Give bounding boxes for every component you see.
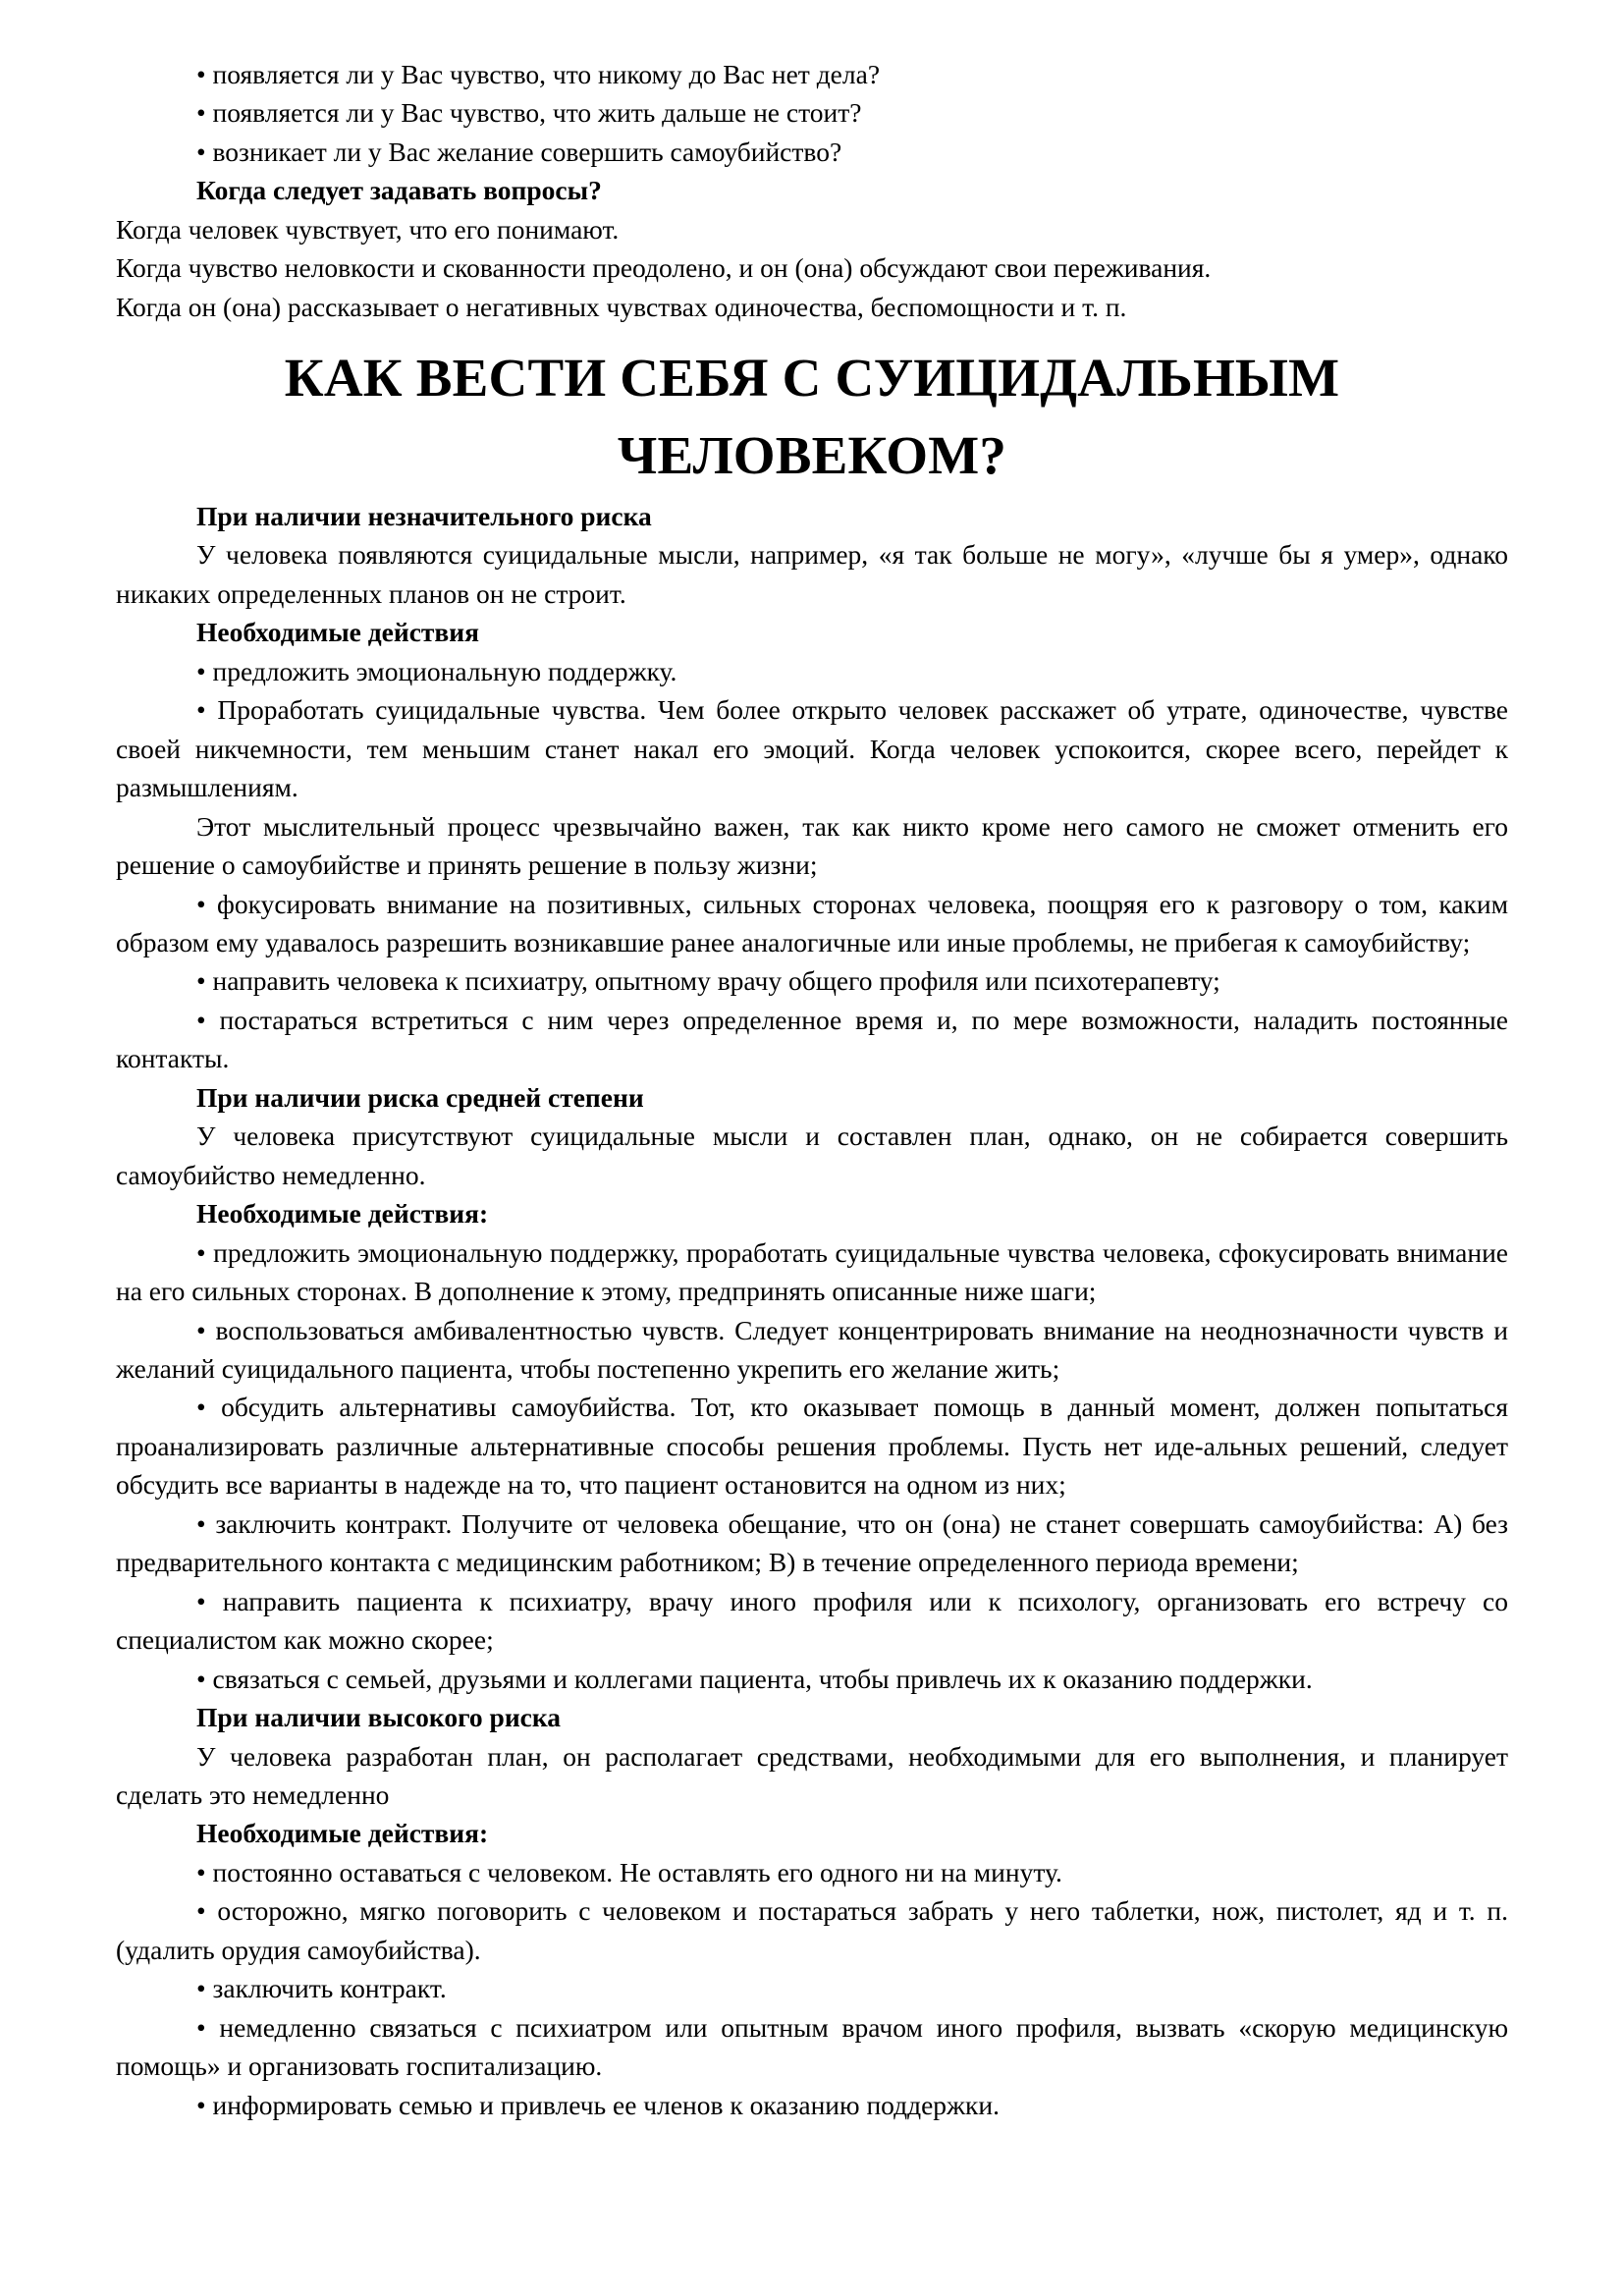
document-body <box>116 55 1508 2124</box>
list-item: • направить пациента к психиатру, врачу иного профиля или к психологу, организовать его встречу со специалистом как можно скорее; <box>116 1585 1508 1656</box>
subheading-high-risk: При наличии высокого риска <box>196 1702 562 1733</box>
subheading-when-to-ask: Когда следует задавать вопросы? <box>196 175 602 206</box>
list-item: • постараться встретиться с ним через определенное время и, по мере возможности, наладить постоянные контакты. <box>116 1004 1508 1074</box>
subheading-medium-risk: При наличии риска средней степени <box>196 1081 644 1113</box>
list-item: • заключить контракт. <box>196 1973 447 2004</box>
list-item: • заключить контракт. Получите от человека обещание, что он (она) не станет совершать самоубийства: А) без предварительного контакта с медицинским работником; В) в течение определенного периода времени; <box>116 1507 1508 1578</box>
list-item: • возникает ли у Вас желание совершить самоубийство? <box>196 136 842 167</box>
body-line: Когда человек чувствует, что его понимают. <box>116 213 620 245</box>
list-item: • появляется ли у Вас чувство, что никому до Вас нет дела? <box>196 59 881 89</box>
list-item: • связаться с семьей, друзьями и коллегами пациента, чтобы привлечь их к оказанию поддержки. <box>196 1663 1313 1694</box>
list-item: • постоянно оставаться с человеком. Не оставлять его одного ни на минуту. <box>196 1856 1062 1887</box>
list-item: • направить человека к психиатру, опытному врачу общего профиля или психотерапевту; <box>196 965 1220 997</box>
subheading-required-actions: Необходимые действия: <box>196 1818 489 1849</box>
body-line: Когда чувство неловкости и скованности преодолено, и он (она) обсуждают свои переживания. <box>116 252 1212 284</box>
list-item: • воспользоваться амбивалентностью чувств. Следует концентрировать внимание на неоднозначности чувств и желаний суицидального пациента, чтобы постепенно укрепить его желание жить; <box>116 1314 1508 1384</box>
body-line: Когда он (она) рассказывает о негативных чувствах одиночества, беспомощности и т. п. <box>116 291 1127 322</box>
list-item: • Проработать суицидальные чувства. Чем более открыто человек расскажет об утрате, одиночестве, чувстве своей никчемности, тем меньшим станет накал его эмоций. Когда человек успокоится, скорее всего, перейдет к размышлениям. <box>116 694 1508 803</box>
body-paragraph: Этот мыслительный процесс чрезвычайно важен, так как никто кроме него самого не сможет отменить его решение о самоубийстве и принять решение в пользу жизни; <box>116 810 1508 881</box>
list-item: • предложить эмоциональную поддержку. <box>196 655 677 686</box>
body-paragraph: У человека присутствуют суицидальные мысли и составлен план, однако, он не собирается совершить самоубийство немедленно. <box>116 1121 1508 1190</box>
subheading-required-actions: Необходимые действия <box>196 617 479 648</box>
body-paragraph: У человека разработан план, он располагает средствами, необходимыми для его выполнения, и планирует сделать это немедленно <box>116 1740 1508 1810</box>
body-paragraph: У человека появляются суицидальные мысли, например, «я так больше не могу», «лучше бы я умер», однако никаких определенных планов он не строит. <box>116 539 1508 609</box>
section-title: КАК ВЕСТИ СЕБЯ С СУИЦИДАЛЬНЫМ ЧЕЛОВЕКОМ? <box>284 348 1340 486</box>
list-item: • фокусировать внимание на позитивных, сильных сторонах человека, поощряя его к разговору о том, каким образом ему удавалось разрешить возникавшие ранее аналогичные или иные проблемы, не прибегая к самоубийству; <box>116 888 1508 957</box>
list-item: • осторожно, мягко поговорить с человеком и постараться забрать у него таблетки, нож, пистолет, яд и т. п. (удалить орудия самоубийства). <box>116 1895 1508 1965</box>
list-item: • предложить эмоциональную поддержку, проработать суицидальные чувства человека, сфокусировать внимание на его сильных сторонах. В дополнение к этому, предпринять описанные ниже шаги; <box>116 1236 1508 1307</box>
list-item: • обсудить альтернативы самоубийства. Тот, кто оказывает помощь в данный момент, должен попытаться проанализировать различные альтернативные способы решения проблемы. Пусть нет иде-альных решений, следует обсудить все варианты в надежде на то, что пациент остановится на одном из них; <box>116 1392 1508 1501</box>
list-item: • появляется ли у Вас чувство, что жить дальше не стоит? <box>196 97 862 129</box>
list-item: • информировать семью и привлечь ее членов к оказанию поддержки. <box>196 2089 1001 2120</box>
list-item: • немедленно связаться с психиатром или опытным врачом иного профиля, вызвать «скорую медицинскую помощь» и организовать госпитализацию. <box>116 2011 1508 2082</box>
subheading-low-risk: При наличии незначительного риска <box>196 501 652 532</box>
subheading-required-actions: Необходимые действия: <box>196 1198 489 1230</box>
